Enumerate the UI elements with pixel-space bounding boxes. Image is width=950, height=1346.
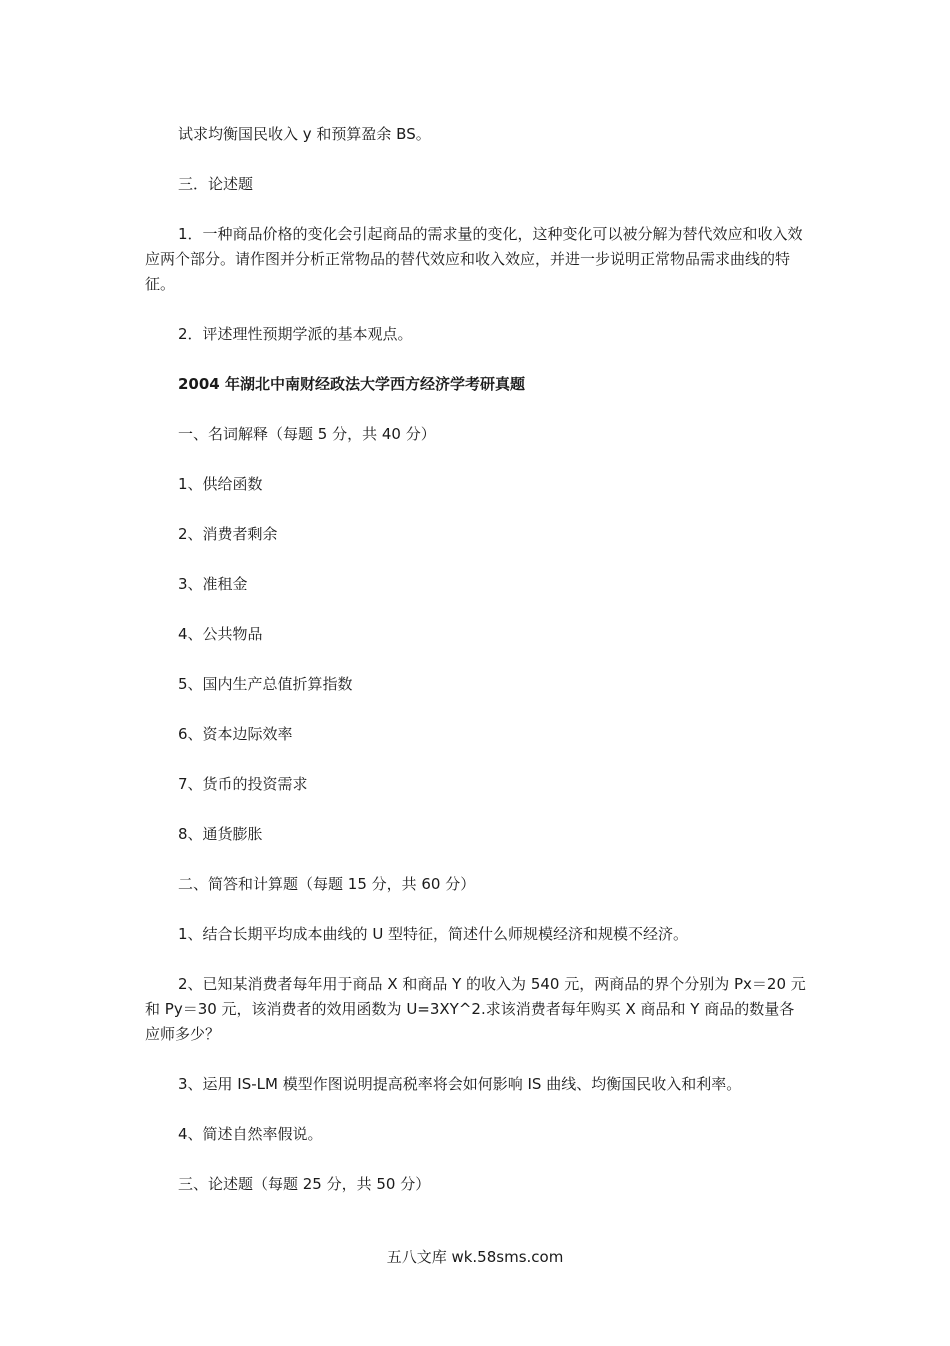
exam-title: 2004 年湖北中南财经政法大学西方经济学考研真题 xyxy=(178,375,525,393)
term-item-3: 3、准租金 xyxy=(178,575,248,593)
page-footer: 五八文库 wk.58sms.com xyxy=(386,1248,564,1266)
term-item-8: 8、通货膨胀 xyxy=(178,825,263,843)
short-answer-1: 1、结合长期平均成本曲线的 U 型特征，简述什么师规模经济和规模不经济。 xyxy=(178,925,689,943)
short-answer-2: 2、已知某消费者每年用于商品 X 和商品 Y 的收入为 540 元，两商品的界个分别为 Px＝20 元和 Py＝30 元，该消费者的效用函数为 U=3XY^2.求该消费者每年购买 X 商品和 Y 商品的数量各应师多少？ xyxy=(145,975,806,1043)
paragraph-solve-income: 试求均衡国民收入 y 和预算盈余 BS。 xyxy=(178,125,431,143)
short-answer-4: 4、简述自然率假说。 xyxy=(178,1125,323,1143)
term-item-6: 6、资本边际效率 xyxy=(178,725,293,743)
question-rational-expectations: 2．评述理性预期学派的基本观点。 xyxy=(178,325,413,343)
term-item-5: 5、国内生产总值折算指数 xyxy=(178,675,353,693)
term-item-4: 4、公共物品 xyxy=(178,625,263,643)
heading-terms-section: 一、名词解释（每题 5 分，共 40 分） xyxy=(178,425,436,443)
heading-short-answer-section: 二、简答和计算题（每题 15 分，共 60 分） xyxy=(178,875,476,893)
heading-essay-section: 三．论述题 xyxy=(178,175,254,193)
question-substitution-effect: 1．一种商品价格的变化会引起商品的需求量的变化，这种变化可以被分解为替代效应和收入效应两个部分。请作图并分析正常物品的替代效应和收入效应，并进一步说明正常物品需求曲线的特征。 xyxy=(145,225,803,293)
term-item-1: 1、供给函数 xyxy=(178,475,263,493)
short-answer-3: 3、运用 IS-LM 模型作图说明提高税率将会如何影响 IS 曲线、均衡国民收入和利率。 xyxy=(178,1075,742,1093)
term-item-2: 2、消费者剩余 xyxy=(178,525,278,543)
heading-essay-section-2: 三、论述题（每题 25 分，共 50 分） xyxy=(178,1175,431,1193)
term-item-7: 7、货币的投资需求 xyxy=(178,775,308,793)
